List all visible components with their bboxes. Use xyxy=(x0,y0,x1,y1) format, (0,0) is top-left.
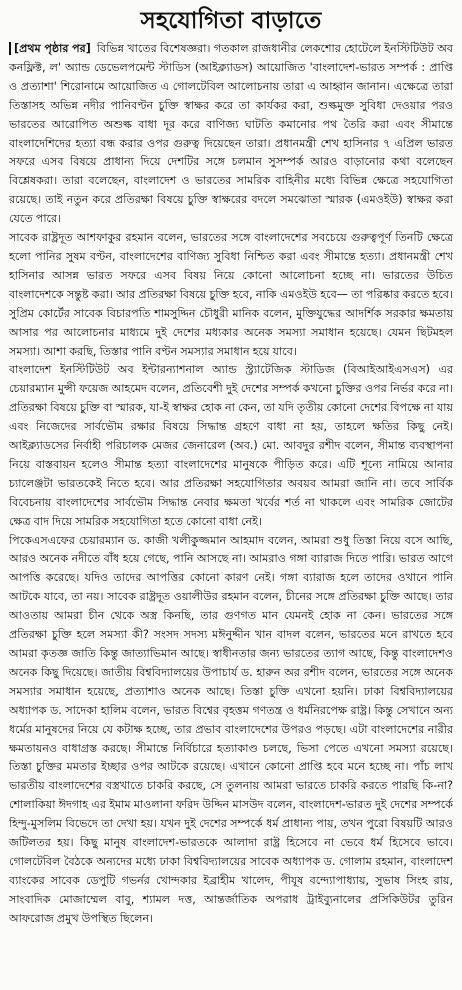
article-paragraph-2: সাবেক রাষ্ট্রদূত আশফাকুর রহমান বলেন, ভারতের সঙ্গে বাংলাদেশের সবচেয়ে গুরুত্বপূর্ণ তিনটি ক্ষেত্রে হলো পানির সুষম বণ্টন, বাংলাদেশের বাণিজ্য সুবিধা নিশ্চিত করা এবং সীমান্তে হত্যা। প্রধানমন্ত্রী শেখ হাসিনার আসন্ন ভারত সফরে এসব বিষয় নিয়ে কোনো আলোচনা হচ্ছে না। ভারতের উচিত বাংলাদেশকে সন্তুষ্ট করা। আর প্রতিরক্ষা বিষয়ে চুক্তি হবে, নাকি এমওইউ হবে— তা পরিষ্কার করতে হবে। সুপ্রিম কোর্টের সাবেক বিচারপতি শামসুদ্দিন চৌধুরী মানিক বলেন, মুক্তিযুদ্ধের আদর্শিক সরকার ক্ষমতায় আসার পর আলোচনার মাধ্যমে দুই দেশের মধ্যকার অনেক সমস্যা সমাধান হয়েছে। যেমন ছিটমহল সমস্যা। আশা করছি, তিস্তার পানি বণ্টন সমস্যার সমাধান হয়ে যাবে। xyxy=(9,231,453,358)
article-paragraph-1 xyxy=(9,40,453,229)
article-paragraph-4: পিকেএসএফের চেয়ারম্যান ড. কাজী খলীকুজ্জমান আহমাদ বলেন, আমরা শুধু তিস্তা নিয়ে বসে আছি, আরও অনেক নদীতে বাঁধ হয়ে গেছে, পানি আসছে না। আমরাও গঙ্গা ব্যারাজ দিতে পারি। ভারত আগে আপত্তি করেছে। যদিও তাদের আপত্তির কোনো কারণ নেই। গঙ্গা ব্যারাজ হলে তাদের ওখানে পানি আটকে যাবে, তা নয়। সাবেক রাষ্ট্রদূত ওয়ালীউর রহমান বলেন, চীনের সঙ্গে প্রতিরক্ষা চুক্তি আছে। তার আওতায় আমরা চীন থেকে অস্ত্র কিনছি, তার গুণগত মান যেমনই হোক না কেন। ভারতের সঙ্গে প্রতিরক্ষা চুক্তি হলে সমস্যা কী? সংসদ সদস্য মঈনুদ্দীন খান বাদল বলেন, ভারতের মনে রাখতে হবে আমরা কৃতজ্ঞ জাতি কিন্তু জাত্যাভিমান আছে। স্বাধীনতার জন্য ভারতের ত্যাগ আছে, কিন্তু বাংলাদেশও অনেক কিছু দিয়েছে। জাতীয় বিশ্ববিদ্যালয়ের উপাচার্য ড. হারুন অর রশীদ বলেন, ভারতের সঙ্গে অনেক সমস্যার সমাধান হয়েছে, প্রত্যাশাও অনেক আছে। তিস্তা চুক্তি এখনো হয়নি। ঢাকা বিশ্ববিদ্যালয়ের অধ্যাপক ড. সাদেকা হালিম বলেন, ভারত বিশ্বের বৃহত্তম গণতন্ত্র ও ধর্মনিরপেক্ষ রাষ্ট্র। কিন্তু সেখানে অন্য ধর্মের মানুষদের নিয়ে যে কটাক্ষ হচ্ছে, তার প্রভাব বাংলাদেশের উপরও পড়ছে। এটা বাংলাদেশের নারীর ক্ষমতায়নও বাধাগ্রস্ত করছে। সীমান্তে নির্বিচারে হত্যাকাণ্ড চলছে, ভিসা পেতে এখনো সমস্যা রয়েছে। তিস্তা চুক্তির মমতার ইচ্ছার ওপর আটকে রয়েছে। এখানে কোনো প্রাপ্তি হবে মনে হচ্ছে না। পাঁচ লাখ ভারতীয় বাংলাদেশের বস্ত্রখাতে চাকরি করছে, সে তুলনায় আমরা ভারতে চাকরি করতে পারছি কি-না? শোলাকিয়া ঈদগাহ এর ইমাম মাওলানা ফরিদ উদ্দিন মাসউদ বলেন, বাংলাদেশ-ভারত দুই দেশের সম্পর্কে হিন্দু-মুসলিম বিভেদে তা দেখা হয়। যখন দুই দেশের সম্পর্কে ধর্ম প্রাধান্য পায়, তখন পুরো বিষয়টি আরও জটিলতর হয়। কিছু মানুষ বাংলাদেশ-ভারতকে আলাদা রাষ্ট্র হিসেবে না ভেবে ধর্ম হিসেবে ভাবে। গোলটেবিল বৈঠকে অন্যদের মধ্যে ঢাকা বিশ্ববিদ্যালয়ের সাবেক অধ্যাপক ড. গোলাম রহমান, বাংলাদেশ ব্যাংকের সাবেক ডেপুটি গভর্নর খোন্দকার ইব্রাহীম খালেদ, পীযূষ বন্দ্যোপাধ্যায়, সুভাষ সিংহ রায়, সাংবাদিক মোজাম্মেল বাবু, শ্যামল দত্ত, আন্তর্জাতিক অপরাধ ট্রাইব্যুনালের প্রসিকিউটর তুরিন আফরোজ প্রমুখ উপস্থিত ছিলেন। xyxy=(9,533,453,925)
continued-from-front-page-tag: [প্রথম পৃষ্ঠার পর] xyxy=(9,42,94,55)
article-paragraph-3: বাংলাদেশ ইনস্টিটিউট অব ইন্টারন্যাশনাল অ্যান্ড স্ট্র্যাটেজিক স্টাডিজ (বিআইআইএসএস) এর চেয়ারম্যান মুন্সী ফয়েজ আহমেদ বলেন, প্রতিবেশী দুই দেশের সম্পর্ক কখনো চুক্তির ওপর নির্ভর করে না। প্রতিরক্ষা বিষয়ে চুক্তি বা স্মারক, যা-ই স্বাক্ষর হোক না কেন, তা যদি তৃতীয় কোনো দেশের বিপক্ষে না যায় এবং নিজেদের সার্বভৌম রক্ষার বিষয়ে সিদ্ধান্ত গ্রহণে বাধা না হয়, তাহলে ক্ষতির কিছু নেই। আইক্ল্যাডসের নির্বাহী পরিচালক মেজর জেনারেল (অব.) মো. আবদুর রশীদ বলেন, সীমান্ত ব্যবস্থাপনা নিয়ে বাস্তবায়ন হলেও সীমান্ত হত্যা বাংলাদেশের মানুষকে পীড়িত করে। এটি শূন্যে নামিয়ে আনার চ্যালেঞ্জটা ভারতকেই নিতে হবে। আর প্রতিরক্ষা সহযোগিতার অবয়ব আমরা জানি না। তবে সার্বিক বিবেচনায় বাংলাদেশের সার্বভৌম সিদ্ধান্ত নেবার ক্ষমতা খর্বের শর্ত না থাকলে এবং সামরিক জোটের ক্ষেত্র বাদ দিয়ে সামরিক সহযোগিতা হতে কোনো বাধা নেই। xyxy=(9,363,453,528)
paragraph-1-text: বিভিন্ন খাতের বিশেষজ্ঞরা। গতকাল রাজধানীর লেকশোর হোটেলে ইনস্টিটিউট অব কনফ্লিক্ট, ল' অ্যান্ড ডেভেলপমেন্ট স্টাডিস (আইক্ল্যাডস) আয়োজিত 'বাংলাদেশ-ভারত সম্পর্ক : প্রাপ্তি ও প্রত্যাশা' শিরোনামে আয়োজিত এ গোলটেবিল আলোচনায় তারা এ আহ্বান জানান। এক্ষেত্রে তারা তিস্তাসহ অভিন্ন নদীর পানিবণ্টন চুক্তি স্বাক্ষর করে তা কার্যকর করা, শুল্কমুক্ত সুবিধা দেওয়ার পরও ভারতের আরোপিত অশুল্ক বাধা দূর করে বাণিজ্য ঘাটতি কমানোর পথ তৈরি করা এবং সীমান্তে বাংলাদেশিদের হত্যা বন্ধ করার ওপর গুরুত্ব দিয়েছেন তারা। প্রধানমন্ত্রী শেখ হাসিনার ৭ এপ্রিল ভারত সফরে এসব বিষয়ে প্রাধান্য দিয়ে দেশটির সঙ্গে চলমান সুসম্পর্ক আরও বাড়ানোর কথা বলেছেন বিশ্লেষকরা। তারা বলেছেন, বাংলাদেশ ও ভারতের সামরিক বাহিনীর মধ্যে বিভিন্ন ক্ষেত্রে সহযোগিতা রয়েছে। তাই নতুন করে প্রতিরক্ষা বিষয়ে চুক্তি স্বাক্ষরের বদলে সমঝোতা স্মারক (এমওইউ) স্বাক্ষর করা যেতে পারে। xyxy=(9,42,453,226)
article-body xyxy=(9,40,453,929)
headline: সহযোগিতা বাড়াতে xyxy=(140,8,322,34)
